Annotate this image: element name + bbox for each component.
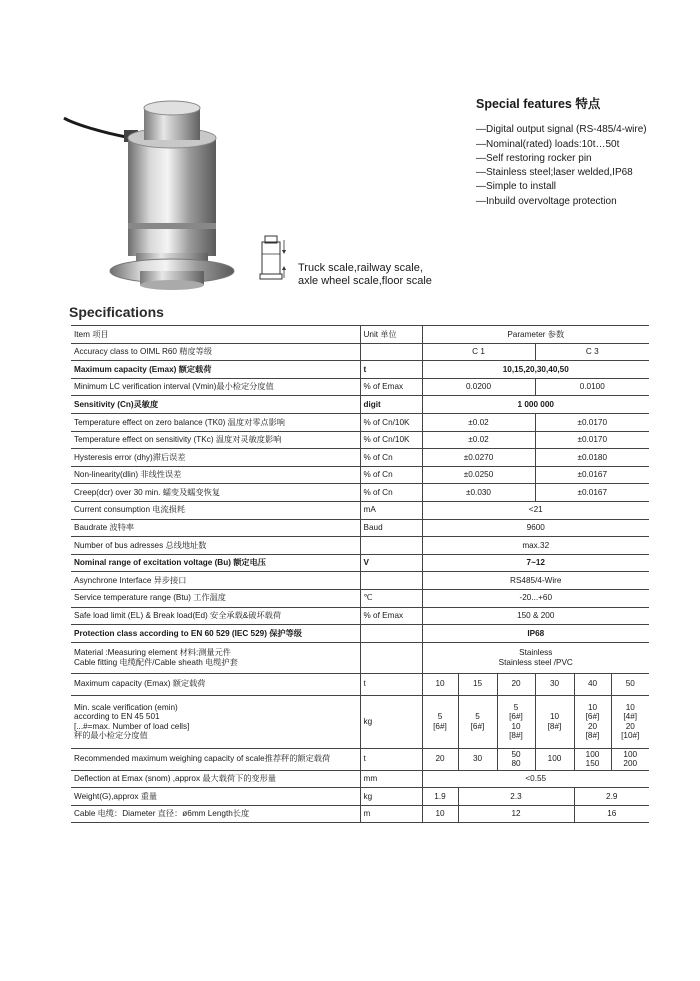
table-row-capacity [71,673,649,695]
row-value-c1: ±0.0270 [422,449,535,467]
row-item: Temperature effect on zero balance (TK0) 温度对零点影响 [71,413,360,431]
row-item: Creep(dcr) over 30 min. 蠕变及蠕变恢复 [71,484,360,502]
row-value-c3: ±0.0167 [535,466,649,484]
recommended-cell [422,748,458,770]
row-unit: % of Emax [360,607,422,625]
min-scale-cell [422,695,458,748]
table-row [71,361,649,379]
feature-item: —Digital output signal (RS-485/4-wire) [476,124,647,136]
row-unit: V [360,554,422,572]
header-item: Item 项目 [71,326,360,344]
cell-line: 30 [472,754,483,764]
row-value: -20...+60 [422,589,649,607]
row-value-c1: 0.0200 [422,378,535,396]
row-item [71,642,360,673]
capacity-cell: 40 [574,673,611,695]
features-title: Special features 特点 [476,97,601,111]
table-row [71,519,649,537]
application-line: axle wheel scale,floor scale [298,275,432,287]
min-scale-line: 秤的最小检定分度值 [74,731,148,741]
table-row-material [71,642,649,673]
table-row [71,431,649,449]
table-row [71,484,649,502]
row-unit: t [360,673,422,695]
row-item: Deflection at Emax (snom) ,approx 最大载荷下的变形量 [71,770,360,788]
material-label: Material :Measuring element 材料:测量元件 [74,648,231,658]
row-value-c3: C 3 [535,343,649,361]
table-row [71,625,649,643]
cell-line: 20 [587,721,598,731]
row-item: Minimum LC verification interval (Vmin)最小检定分度值 [71,378,360,396]
min-scale-line: Min. scale verification (emin) [74,702,178,712]
row-unit: mm [360,770,422,788]
table-row [71,413,649,431]
capacity-cell: 20 [497,673,535,695]
table-row [71,449,649,467]
table-row [71,589,649,607]
cell-line: 80 [511,759,521,769]
row-value: <0.55 [422,770,649,788]
row-item: Nominal range of excitation voltage (Bu) 额定电压 [71,554,360,572]
row-value: max.32 [422,537,649,555]
cell-line: 10 [549,712,560,722]
cable-cell: 12 [458,805,574,823]
cell-line: 100 [623,749,638,759]
cell-line: 20 [625,721,635,731]
special-features [476,97,691,209]
cell-line: 5 [437,712,443,722]
load-cell-photo [62,78,262,298]
cell-line: 10 [511,721,521,731]
cell-line: 5 [513,702,519,712]
row-item: Asynchrone Interface 异步接口 [71,572,360,590]
recommended-cell [497,748,535,770]
feature-item: —Nominal(rated) loads:10t…50t [476,138,620,150]
capacity-cell: 30 [535,673,574,695]
application-text [298,262,432,288]
row-unit: t [360,748,422,770]
row-item: Non-linearity(dlin) 非线性误差 [71,466,360,484]
row-item: Number of bus adresses 总线地址数 [71,537,360,555]
cable-value: Stainless steel /PVC [498,657,573,667]
cell-line: 100 [585,749,600,759]
row-item [71,695,360,748]
min-scale-cell [574,695,611,748]
table-row [71,396,649,414]
table-row [71,466,649,484]
cell-line: 50 [511,749,521,759]
cell-line: 10 [587,702,598,712]
row-unit: digit [360,396,422,414]
material-value: Stainless [519,648,553,658]
row-item: Protection class according to EN 60 529 (IEC 529) 保护等级 [71,625,360,643]
row-unit: mA [360,501,422,519]
table-row-recommended [71,748,649,770]
row-item: Hysteresis error (dhy)滞后误差 [71,449,360,467]
row-item: Service temperature range (Btu) 工作温度 [71,589,360,607]
table-row-cable [71,805,649,823]
weight-cell: 2.3 [458,788,574,806]
row-item: Accuracy class to OIML R60 精度等级 [71,343,360,361]
capacity-cell: 50 [611,673,649,695]
row-unit [360,625,422,643]
row-item: Safe load limit (EL) & Break load(Ed) 安全承载&破坏载荷 [71,607,360,625]
cell-line: [6#] [470,721,485,731]
table-row [71,537,649,555]
feature-item: —Simple to install [476,181,557,193]
table-row [71,607,649,625]
row-value-c1: ±0.0250 [422,466,535,484]
cell-line: 5 [475,712,480,722]
min-scale-cell [535,695,574,748]
recommended-cell [574,748,611,770]
cell-line: 100 [547,754,562,764]
row-unit: ℃ [360,589,422,607]
cell-line: [10#] [621,731,640,741]
cell-line: [8#] [509,731,523,741]
row-item: Maximum capacity (Emax) 额定载荷 [71,673,360,695]
row-unit: t [360,361,422,379]
cable-cell: 16 [574,805,649,823]
cell-line: [8#] [547,721,562,731]
recommended-cell [535,748,574,770]
row-value: 7~12 [422,554,649,572]
feature-item: —Self restoring rocker pin [476,152,592,164]
cell-line: [8#] [585,731,600,741]
min-scale-cell [497,695,535,748]
row-unit: % of Cn/10K [360,431,422,449]
specifications-table [71,325,649,823]
application-line: Truck scale,railway scale, [298,262,423,274]
row-unit [360,343,422,361]
feature-item: —Stainless steel;laser welded,IP68 [476,167,633,179]
row-value [422,642,649,673]
row-value: 9600 [422,519,649,537]
table-row [71,343,649,361]
cell-line: [6#] [433,721,447,731]
min-scale-cell [458,695,497,748]
row-item: Weight(G),approx 重量 [71,788,360,806]
row-value-c1: ±0.030 [422,484,535,502]
row-unit [360,642,422,673]
row-value: IP68 [422,625,649,643]
cell-line: 150 [585,759,600,769]
row-value: 10,15,20,30,40,50 [422,361,649,379]
row-unit: kg [360,695,422,748]
table-row-min-scale [71,695,649,748]
weight-cell: 2.9 [574,788,649,806]
min-scale-line: according to EN 45 501 [74,712,160,722]
header-parameter: Parameter 参数 [422,326,649,344]
table-row-deflection [71,770,649,788]
row-value-c3: ±0.0170 [535,431,649,449]
header-unit: Unit 单位 [360,326,422,344]
row-item: Temperature effect on sensitivity (TKc) 温度对灵敏度影响 [71,431,360,449]
row-unit [360,537,422,555]
row-value: 150 & 200 [422,607,649,625]
row-unit: % of Cn/10K [360,413,422,431]
table-row [71,572,649,590]
weight-cell: 1.9 [422,788,458,806]
capacity-cell: 10 [422,673,458,695]
table-header-row [71,326,649,344]
load-cell-schematic-icon [253,232,289,284]
row-value-c1: ±0.02 [422,413,535,431]
cell-line: [6#] [509,712,523,722]
row-unit: % of Cn [360,484,422,502]
row-unit: kg [360,788,422,806]
cell-line: 200 [623,759,638,769]
row-unit: % of Cn [360,466,422,484]
row-value: 1 000 000 [422,396,649,414]
table-row-weight [71,788,649,806]
cell-line: 10 [625,702,635,712]
row-unit: m [360,805,422,823]
row-value-c3: ±0.0180 [535,449,649,467]
table-row [71,378,649,396]
row-unit: % of Cn [360,449,422,467]
cell-line: 20 [435,754,445,764]
row-value-c3: ±0.0170 [535,413,649,431]
cell-line: [4#] [623,712,638,722]
feature-item: —Inbuild overvoltage protection [476,195,617,207]
row-unit [360,572,422,590]
row-item: Baudrate 波特率 [71,519,360,537]
row-value-c1: C 1 [422,343,535,361]
row-item: Current consumption 电流损耗 [71,501,360,519]
cable-cell: 10 [422,805,458,823]
table-row [71,501,649,519]
row-value-c1: ±0.02 [422,431,535,449]
row-value-c3: 0.0100 [535,378,649,396]
row-item: Recommended maximum weighing capacity of scale推荐秤的额定载荷 [71,748,360,770]
cell-line: [6#] [585,712,600,722]
recommended-cell [458,748,497,770]
table-row [71,554,649,572]
row-item: Cable 电缆：Diameter 直径：ø6mm Length长度 [71,805,360,823]
row-item: Maximum capacity (Emax) 额定载荷 [71,361,360,379]
cable-label: Cable fitting 电缆配件/Cable sheath 电缆护套 [74,657,238,667]
specifications-title: Specifications [69,304,164,320]
min-scale-cell [611,695,649,748]
capacity-cell: 15 [458,673,497,695]
row-value: <21 [422,501,649,519]
row-unit: Baud [360,519,422,537]
row-item: Sensitivity (Cn)灵敏度 [71,396,360,414]
min-scale-line: [...#=max. Number of load cells] [74,721,190,731]
row-value: RS485/4-Wire [422,572,649,590]
recommended-cell [611,748,649,770]
row-value-c3: ±0.0167 [535,484,649,502]
row-unit: % of Emax [360,378,422,396]
